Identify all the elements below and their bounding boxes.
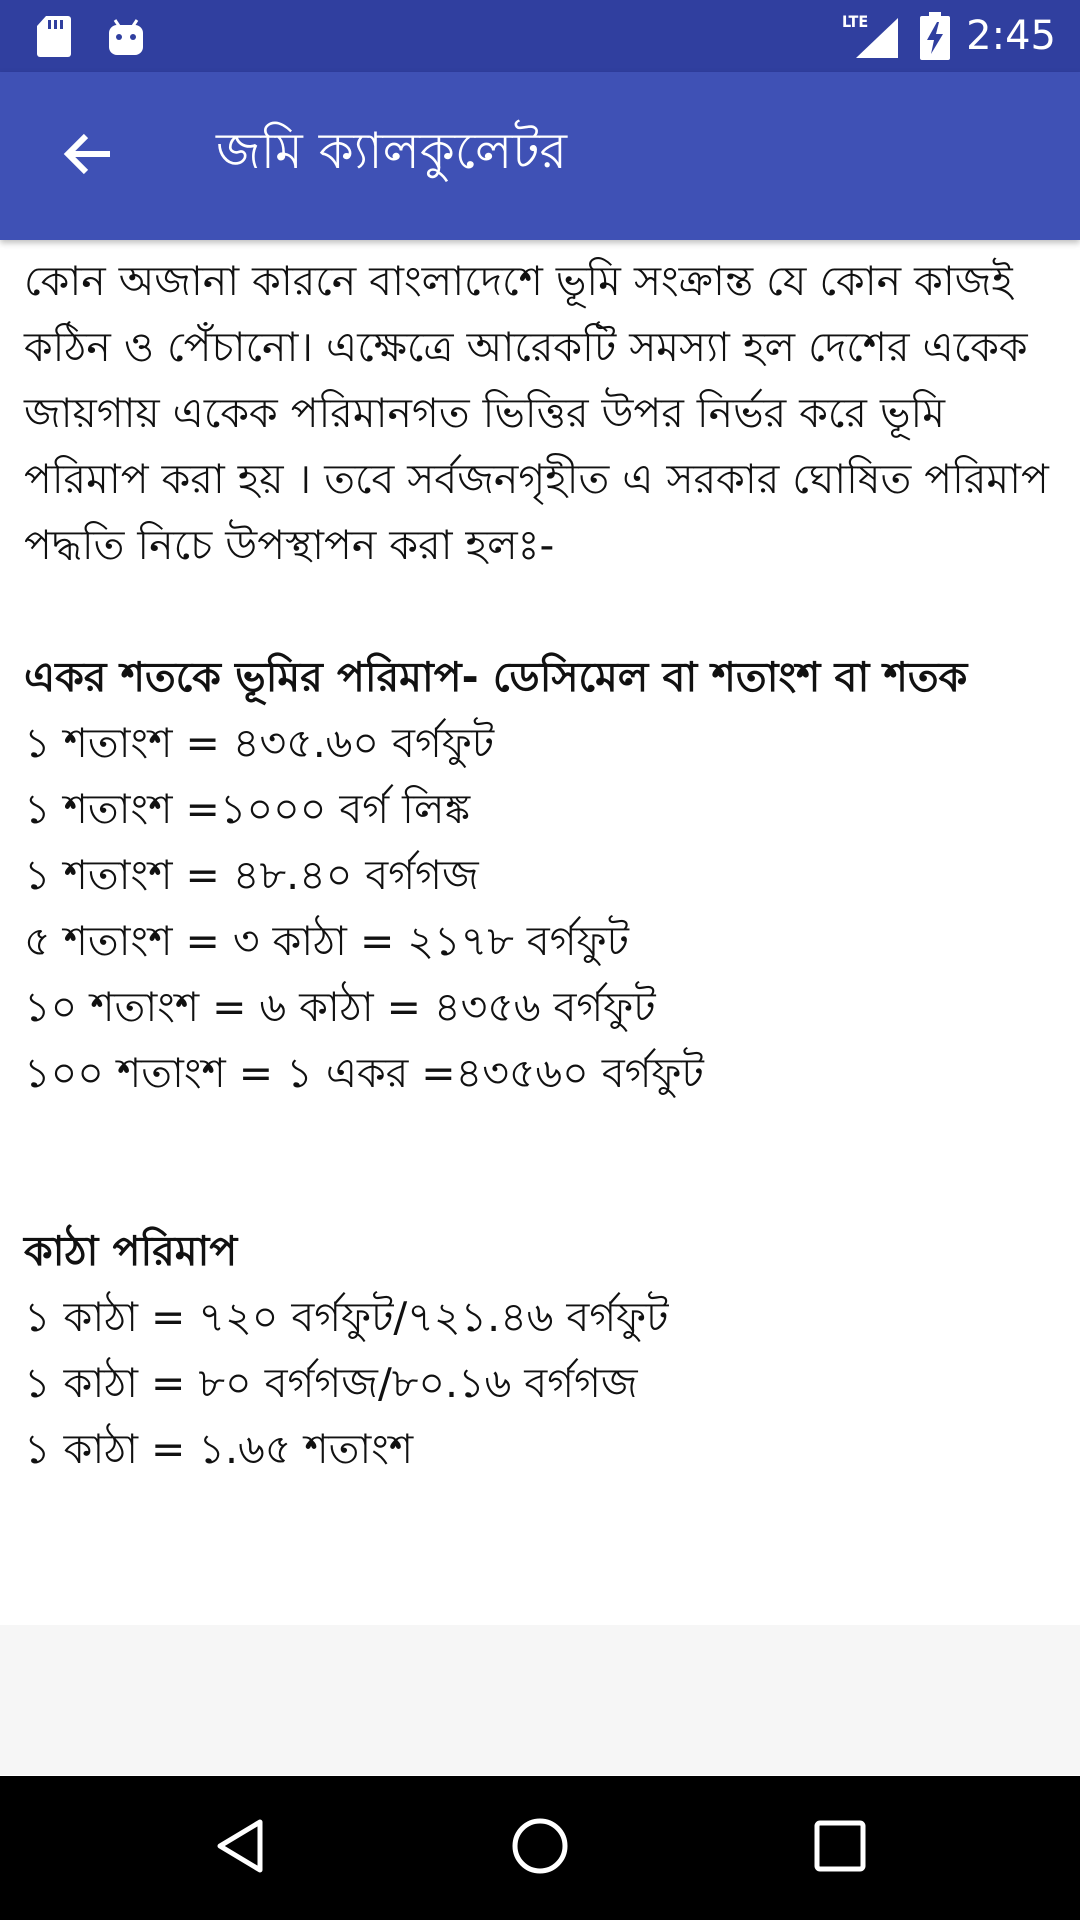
intro-paragraph: কোন অজানা কারনে বাংলাদেশে ভূমি সংক্রান্ত যে কোন কাজই কঠিন ও পেঁচানো। এক্ষেত্রে আরেকটি সমস্যা হল দেশের একেক জায়গায় একেক পরিমানগত ভিত্তির উপর নির্ভর করে ভূমি পরিমাপ করা হয় । তবে সর্বজনগৃহীত এ সরকার ঘোষিত পরিমাপ পদ্ধতি নিচে উপস্থাপন করা হলঃ- xyxy=(24,257,1049,569)
battery-charging-icon xyxy=(920,12,950,60)
spacer xyxy=(24,578,1080,644)
navigation-bar xyxy=(0,1776,1080,1920)
measure-line: ১০০ শতাংশ = ১ একর =৪৩৫৬০ বর্গফুট xyxy=(24,1049,704,1097)
measure-line: ১ শতাংশ = ৪৮.৪০ বর্গগজ xyxy=(24,851,479,899)
status-time: 2:45 xyxy=(966,13,1056,59)
back-triangle-icon xyxy=(210,1816,270,1880)
back-button[interactable] xyxy=(40,108,136,204)
status-bar xyxy=(0,0,1080,72)
measure-line: ১ কাঠা = ১.৬৫ শতাংশ xyxy=(24,1425,414,1473)
app-bar xyxy=(0,72,1080,240)
page-title: জমি ক্যালকুলেটর xyxy=(216,122,568,180)
network-label: LTE xyxy=(842,12,869,31)
section-heading-decimal: একর শতকে ভূমির পরিমাপ- ডেসিমেল বা শতাংশ বা শতক xyxy=(24,653,968,701)
bottom-panel xyxy=(0,1625,1080,1775)
measure-line: ৫ শতাংশ = ৩ কাঠা = ২১৭৮ বর্গফুট xyxy=(24,917,629,965)
home-circle-icon xyxy=(510,1816,570,1880)
measure-line: ১ শতাংশ =১০০০ বর্গ লিঙ্ক xyxy=(24,785,471,833)
measure-line: ১০ শতাংশ = ৬ কাঠা = ৪৩৫৬ বর্গফুট xyxy=(24,983,656,1031)
spacer xyxy=(24,1106,1080,1218)
nav-home-button[interactable] xyxy=(492,1800,588,1896)
measure-line: ১ কাঠা = ৮০ বর্গগজ/৮০.১৬ বর্গগজ xyxy=(24,1359,638,1407)
sd-card-icon xyxy=(36,14,76,58)
nav-recents-button[interactable] xyxy=(792,1800,888,1896)
lte-signal-icon xyxy=(842,12,900,60)
content-scroll-area[interactable] xyxy=(0,240,1080,1625)
measure-line: ১ শতাংশ = ৪৩৫.৬০ বর্গফুট xyxy=(24,719,495,767)
nav-back-button[interactable] xyxy=(192,1800,288,1896)
recents-square-icon xyxy=(812,1818,868,1878)
android-icon xyxy=(106,14,146,58)
section-heading-katha: কাঠা পরিমাপ xyxy=(24,1227,238,1275)
measure-line: ১ কাঠা = ৭২০ বর্গফুট/৭২১.৪৬ বর্গফুট xyxy=(24,1293,669,1341)
arrow-back-icon xyxy=(60,126,116,186)
